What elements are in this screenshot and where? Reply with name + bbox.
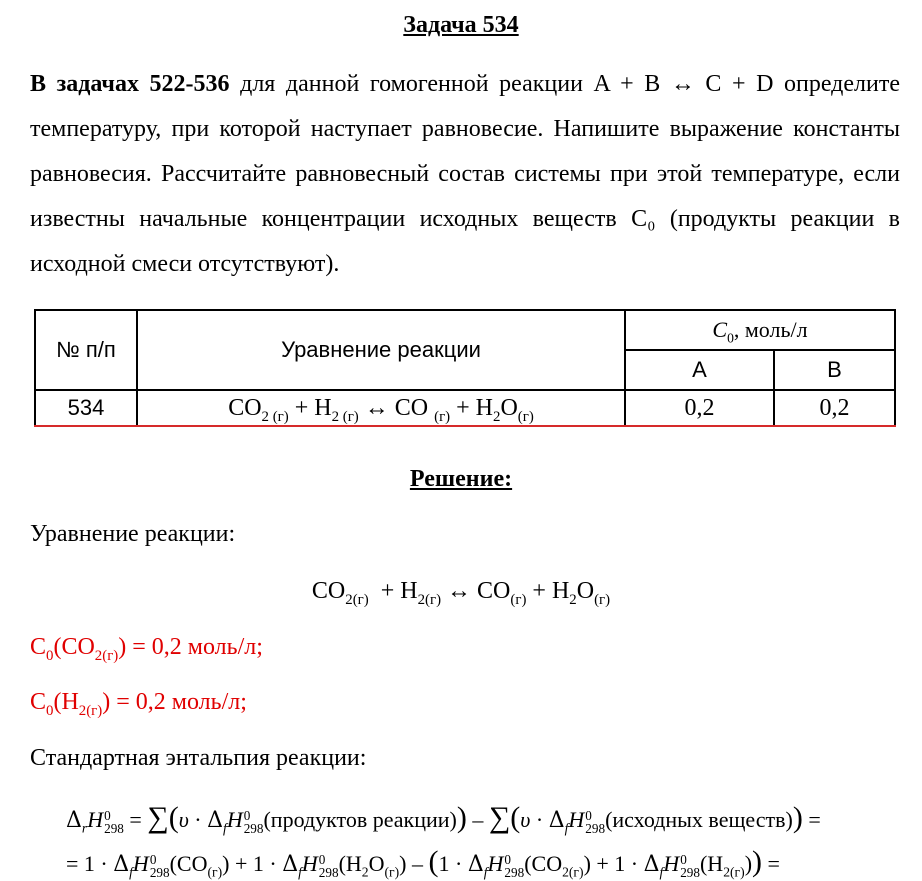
row-b: 0,2 <box>774 390 895 426</box>
task-title: Задача 534 <box>403 12 519 38</box>
enthalpy-formula-line2: = $1 \cdot \Delta_fH$ 0 298 $(CO_{(г)}) + 1 \cdot \Delta_fH$ 0 298 $(H_2O_{(г)}) - (1 \cdot \Delta_fH$ 0 298 $(CO_{2(г)}) + 1 \cdot \Delta_fH$ 0 298 $(H_{2(г)})$) = <box>66 845 780 880</box>
c0-co2-value: = 0,2 моль/л; <box>126 634 263 660</box>
enthalpy-label: Стандартная энтальпия реакции: <box>30 745 367 771</box>
solution-title: Решение: <box>409 466 513 492</box>
c0-h2-value: = 0,2 моль/л; <box>110 689 247 715</box>
row-a: 0,2 <box>625 390 774 426</box>
header-equation: Уравнение реакции <box>137 310 625 390</box>
header-a: A <box>625 350 774 390</box>
formula-products: (продуктов реакции) <box>263 807 457 832</box>
reaction-equation: $CO_{2(г)} + H_{2(г)}$ ↔ $CO_{(г)} + H_2O_{(г)}$ <box>311 578 611 608</box>
c0-h2: $C_0(H_{2(г)}) = 0,2$ моль/л; <box>30 689 247 719</box>
red-underline <box>34 425 896 427</box>
equation-label: Уравнение реакции: <box>30 521 236 547</box>
header-num: № п/п <box>35 310 137 390</box>
task-table <box>34 309 896 427</box>
task-intro-bold: В задачах 522-536 <box>30 71 230 97</box>
task-intro-text: для данной гомогенной реакции A + B ↔ C + D определите температуру, при которой наступает равновесие. Напишите выражение константы равновесия. Рассчитайте равновесный состав системы при этой температуре, если известны начальные концентрации исходных веществ C₀ (продукты реакции в исходной смеси отсутствуют). <box>30 71 901 277</box>
formula-reagents: (исходных веществ) <box>605 807 793 832</box>
header-b: B <box>774 350 895 390</box>
enthalpy-formula-line1: $\Delta_rH$ 0 298 = $\sum(\upsilon \cdot \Delta_fH$ 0 298 (продуктов реакции)) – $\sum(\upsilon \cdot \Delta_fH$ 0 298 (исходных веществ)) = <box>66 801 821 836</box>
task-intro <box>30 62 900 287</box>
table-row <box>35 390 895 426</box>
row-num: 534 <box>35 390 137 426</box>
header-c0: $C_0$, моль/л <box>625 310 895 350</box>
c0-co2: $C_0(CO_{2(г)}) = 0,2$ моль/л; <box>30 634 263 664</box>
row-equation: $CO_{2 (г)} + H_{2 (г)}$ ↔ CO $_{(г)} + H_2O_{(г)}$ <box>137 390 625 426</box>
